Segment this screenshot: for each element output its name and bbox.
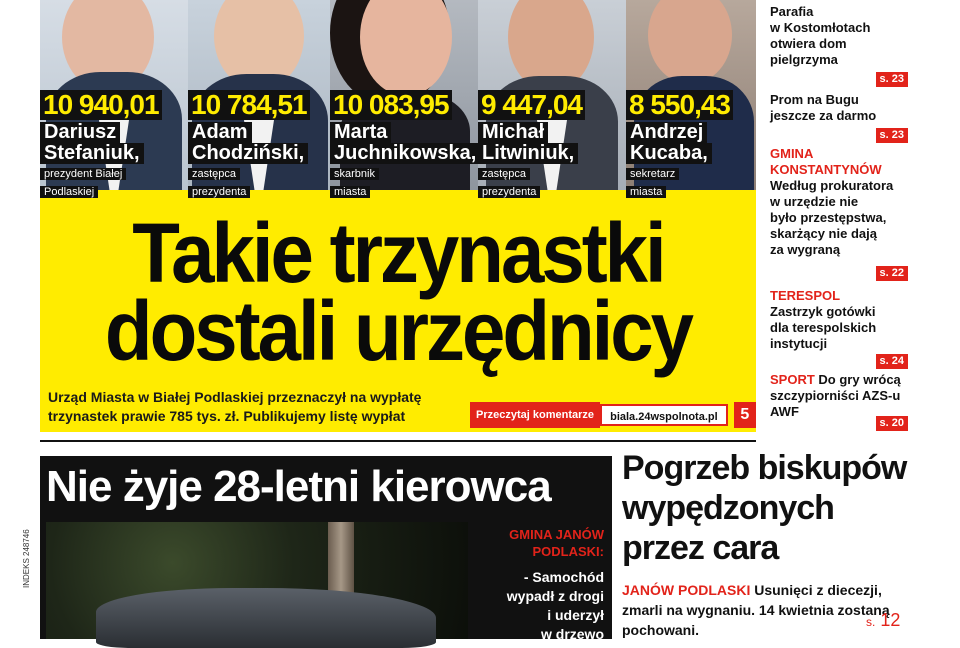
sidebar-text: skarżący nie dają xyxy=(770,226,877,241)
person-role: prezydent Białej xyxy=(40,168,126,180)
person-name: Marta xyxy=(330,122,391,143)
person-caption xyxy=(478,90,628,200)
sidebar-text: jeszcze za darmo xyxy=(770,108,877,123)
sidebar-text: dla terespolskich xyxy=(770,320,877,335)
person-caption xyxy=(188,90,338,200)
summary-line: trzynastek prawie 785 tys. zł. Publikujemy listę wypłat xyxy=(48,408,406,424)
sidebar-page-badge: s. 24 xyxy=(876,354,908,369)
tag-line: PODLASKI: xyxy=(532,544,604,559)
sidebar-text: otwiera dom xyxy=(770,36,847,51)
comment-label: Przeczytaj komentarze xyxy=(470,402,600,428)
sidebar-page-badge: s. 23 xyxy=(876,72,908,87)
text-line: w drzewo xyxy=(540,626,604,642)
sidebar-text: AWF xyxy=(770,404,799,419)
person-name: Kucaba, xyxy=(626,143,712,164)
person-role: Podlaskiej xyxy=(40,186,98,198)
burial-headline xyxy=(622,448,922,568)
sidebar-text: było przestępstwa, xyxy=(770,210,887,225)
sidebar-text: Do gry wrócą xyxy=(818,372,901,387)
sidebar-tag: SPORT xyxy=(770,372,815,387)
sidebar-text: Zastrzyk gotówki xyxy=(770,304,876,319)
person-caption xyxy=(626,90,756,200)
person-name: Andrzej xyxy=(626,122,707,143)
bonus-amount: 10 940,01 xyxy=(40,90,162,120)
sidebar-text: instytucji xyxy=(770,336,828,351)
crash-lead-text xyxy=(484,568,604,644)
sidebar-tag: TERESPOL xyxy=(770,288,841,303)
text-line: i uderzył xyxy=(547,607,604,623)
person-name: Chodziński, xyxy=(188,143,308,164)
sidebar-item[interactable] xyxy=(770,4,920,68)
burial-location-tag: JANÓW PODLASKI xyxy=(622,582,751,598)
sidebar-text: pielgrzyma xyxy=(770,52,838,67)
wrecked-car-shape xyxy=(96,588,436,648)
sidebar-text: w Kostomłotach xyxy=(770,20,871,35)
sidebar-item[interactable] xyxy=(770,92,920,124)
crash-photo xyxy=(46,522,468,639)
headline-line: przez cara xyxy=(622,529,779,567)
comment-url-link[interactable]: biala.24wspolnota.pl xyxy=(600,404,728,426)
person-role: miasta xyxy=(330,186,370,198)
person-role: miasta xyxy=(626,186,666,198)
comment-promo[interactable] xyxy=(470,402,756,428)
person-name: Dariusz xyxy=(40,122,120,143)
text-line: - Samochód xyxy=(523,569,604,585)
lead-story[interactable] xyxy=(40,0,756,432)
person-caption xyxy=(330,90,480,200)
sidebar-text: Prom na Bugu xyxy=(770,92,859,107)
sidebar-tag: GMINA KONSTANTYNÓW xyxy=(770,146,882,177)
person-role: zastępca xyxy=(188,168,240,180)
person-caption xyxy=(40,90,190,200)
person-role: prezydenta xyxy=(188,186,250,198)
sidebar-item[interactable] xyxy=(770,288,920,352)
person-name: Juchnikowska, xyxy=(330,143,480,164)
section-divider xyxy=(40,440,756,442)
person-name: Michał xyxy=(478,122,548,143)
crash-headline: Nie żyje 28-letni kierowca xyxy=(46,462,551,511)
bonus-amount: 8 550,43 xyxy=(626,90,733,120)
burial-lead-text xyxy=(622,580,902,640)
headline-line: Pogrzeb biskupów xyxy=(622,449,907,487)
headline-line: dostali urzędnicy xyxy=(104,283,692,379)
sidebar-text: za wygraną xyxy=(770,242,841,257)
crash-story[interactable] xyxy=(40,456,612,642)
sidebar-text: szczypiorniści AZS-u xyxy=(770,388,901,403)
sidebar-item[interactable] xyxy=(770,146,920,258)
lead-headline[interactable] xyxy=(46,205,750,379)
headline-line: Takie trzynastki xyxy=(132,205,664,301)
headline-line: wypędzonych xyxy=(622,489,834,527)
sidebar-text: Według prokuratora xyxy=(770,178,894,193)
bonus-amount: 9 447,04 xyxy=(478,90,585,120)
tag-line: GMINA JANÓW xyxy=(509,527,604,542)
person-role: prezydenta xyxy=(478,186,540,198)
news-sidebar xyxy=(770,0,920,436)
sidebar-page-badge: s. 23 xyxy=(876,128,908,143)
sidebar-text: Parafia xyxy=(770,4,814,19)
person-name: Stefaniuk, xyxy=(40,143,144,164)
text-line: wypadł z drogi xyxy=(506,588,604,604)
bonus-amount: 10 784,51 xyxy=(188,90,310,120)
person-name: Adam xyxy=(188,122,252,143)
lead-page-badge: 5 xyxy=(734,402,756,428)
person-role: skarbnik xyxy=(330,168,379,180)
sidebar-page-badge: s. 20 xyxy=(876,416,908,431)
sidebar-text: w urzędzie nie xyxy=(770,194,859,209)
bonus-amount: 10 083,95 xyxy=(330,90,452,120)
burial-body: Usunięci z diecezji, zmarli na wygnaniu. 14 kwietnia zostaną pochowani. xyxy=(622,582,890,638)
burial-story[interactable] xyxy=(622,448,922,640)
person-role: sekretarz xyxy=(626,168,679,180)
sidebar-item[interactable] xyxy=(770,372,920,420)
summary-line: Urząd Miasta w Białej Podlaskiej przeznaczył na wypłatę xyxy=(48,389,422,405)
person-role: zastępca xyxy=(478,168,530,180)
person-name: Litwiniuk, xyxy=(478,143,578,164)
sidebar-page-badge: s. 22 xyxy=(876,266,908,281)
lead-summary xyxy=(48,388,488,426)
issue-index: INDEKS 248746 xyxy=(22,529,31,588)
burial-page-ref xyxy=(866,610,900,631)
page-number: 12 xyxy=(880,610,901,630)
crash-location-tag xyxy=(484,526,604,560)
page-prefix: s. xyxy=(866,615,876,629)
